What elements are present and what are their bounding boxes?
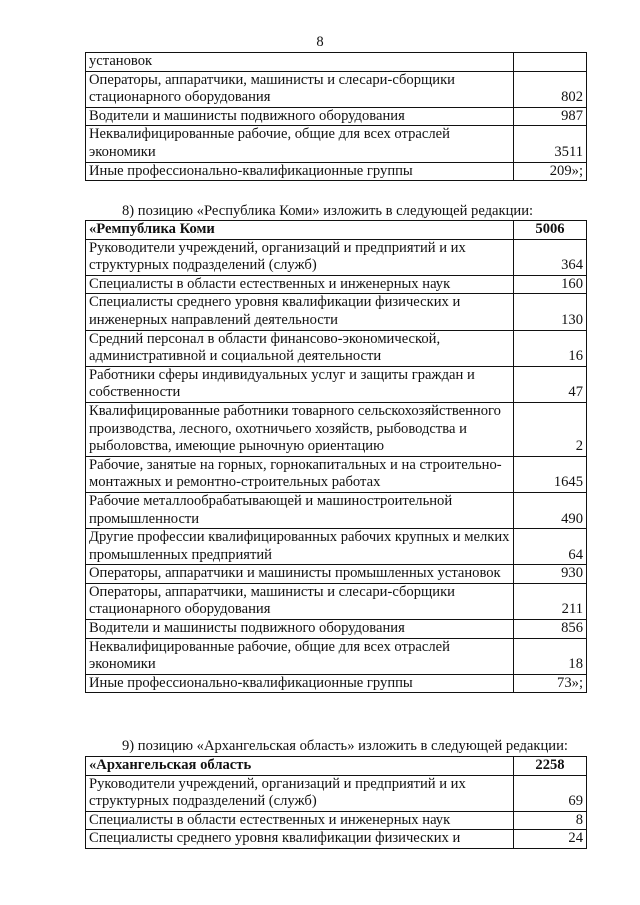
row-value: 69 (514, 775, 587, 811)
table-header-row (86, 757, 587, 776)
row-value: 930 (514, 565, 587, 584)
row-value: 2 (514, 402, 587, 456)
row-label: Квалифицированные работники товарного сельскохозяйственного производства, лесного, охотничьего хозяйств, рыбоводства и рыболовства, имеющие рыночную ориентацию (86, 402, 514, 456)
row-value: 18 (514, 638, 587, 674)
row-label: Операторы, аппаратчики и машинисты промышленных установок (86, 565, 514, 584)
table-row (86, 107, 587, 126)
row-value: 802 (514, 71, 587, 107)
row-label: Работники сферы индивидуальных услуг и защиты граждан и собственности (86, 366, 514, 402)
table-header-row (86, 221, 587, 240)
table-row (86, 239, 587, 275)
row-value: 490 (514, 492, 587, 528)
region-name: «Ремпублика Коми (86, 221, 514, 240)
row-value: 211 (514, 583, 587, 619)
row-value: 130 (514, 294, 587, 330)
table-row (86, 529, 587, 565)
table-row (86, 620, 587, 639)
table-row (86, 402, 587, 456)
row-label: Операторы, аппаратчики, машинисты и слесари-сборщики стационарного оборудования (86, 583, 514, 619)
row-label: установок (86, 53, 514, 72)
row-value: 209»; (514, 162, 587, 181)
row-value: 160 (514, 275, 587, 294)
table-row (86, 53, 587, 72)
section-caption-arkhangelsk: 9) позицию «Архангельская область» изложить в следующей редакции: (122, 738, 568, 754)
row-label: Другие профессии квалифицированных рабочих крупных и мелких промышленных предприятий (86, 529, 514, 565)
table-row (86, 811, 587, 830)
table-row (86, 583, 587, 619)
table-row (86, 775, 587, 811)
row-value: 856 (514, 620, 587, 639)
table-komi (85, 220, 587, 693)
row-label: Средний персонал в области финансово-экономической, административной и социальной деятельности (86, 330, 514, 366)
page-number: 8 (316, 34, 324, 50)
table-row (86, 456, 587, 492)
row-label: Иные профессионально-квалификационные группы (86, 162, 514, 181)
table-row (86, 294, 587, 330)
row-label: Специалисты среднего уровня квалификации физических и инженерных направлений деятельности (86, 294, 514, 330)
region-total: 5006 (514, 221, 587, 240)
table-row (86, 366, 587, 402)
row-label: Водители и машинисты подвижного оборудования (86, 620, 514, 639)
table-row (86, 674, 587, 693)
row-label: Рабочие металлообрабатывающей и машиностроительной промышленности (86, 492, 514, 528)
region-total: 2258 (514, 757, 587, 776)
row-value: 24 (514, 830, 587, 849)
row-label: Операторы, аппаратчики, машинисты и слесари-сборщики стационарного оборудования (86, 71, 514, 107)
row-value (514, 53, 587, 72)
row-label: Иные профессионально-квалификационные группы (86, 674, 514, 693)
row-label: Рабочие, занятые на горных, горнокапитальных и на строительно-монтажных и ремонтно-строительных работах (86, 456, 514, 492)
row-value: 47 (514, 366, 587, 402)
row-label: Специалисты в области естественных и инженерных наук (86, 275, 514, 294)
row-value: 3511 (514, 126, 587, 162)
table-row (86, 492, 587, 528)
region-name: «Архангельская область (86, 757, 514, 776)
row-value: 8 (514, 811, 587, 830)
section-caption-komi: 8) позицию «Республика Коми» изложить в следующей редакции: (122, 203, 534, 219)
table-row (86, 162, 587, 181)
row-value: 73»; (514, 674, 587, 693)
table-row (86, 330, 587, 366)
row-label: Руководители учреждений, организаций и предприятий и их структурных подразделений (служб) (86, 239, 514, 275)
row-value: 364 (514, 239, 587, 275)
table-row (86, 830, 587, 849)
table-row (86, 565, 587, 584)
row-value: 16 (514, 330, 587, 366)
table-row (86, 638, 587, 674)
row-label: Специалисты в области естественных и инженерных наук (86, 811, 514, 830)
row-label: Водители и машинисты подвижного оборудования (86, 107, 514, 126)
row-value: 987 (514, 107, 587, 126)
table-arkhangelsk (85, 756, 587, 849)
row-label: Неквалифицированные рабочие, общие для всех отраслей экономики (86, 126, 514, 162)
row-label: Руководители учреждений, организаций и предприятий и их структурных подразделений (служб) (86, 775, 514, 811)
table-row (86, 71, 587, 107)
row-label: Специалисты среднего уровня квалификации физических и (86, 830, 514, 849)
row-value: 64 (514, 529, 587, 565)
table-continuation (85, 52, 587, 181)
table-row (86, 126, 587, 162)
row-label: Неквалифицированные рабочие, общие для всех отраслей экономики (86, 638, 514, 674)
table-row (86, 275, 587, 294)
row-value: 1645 (514, 456, 587, 492)
